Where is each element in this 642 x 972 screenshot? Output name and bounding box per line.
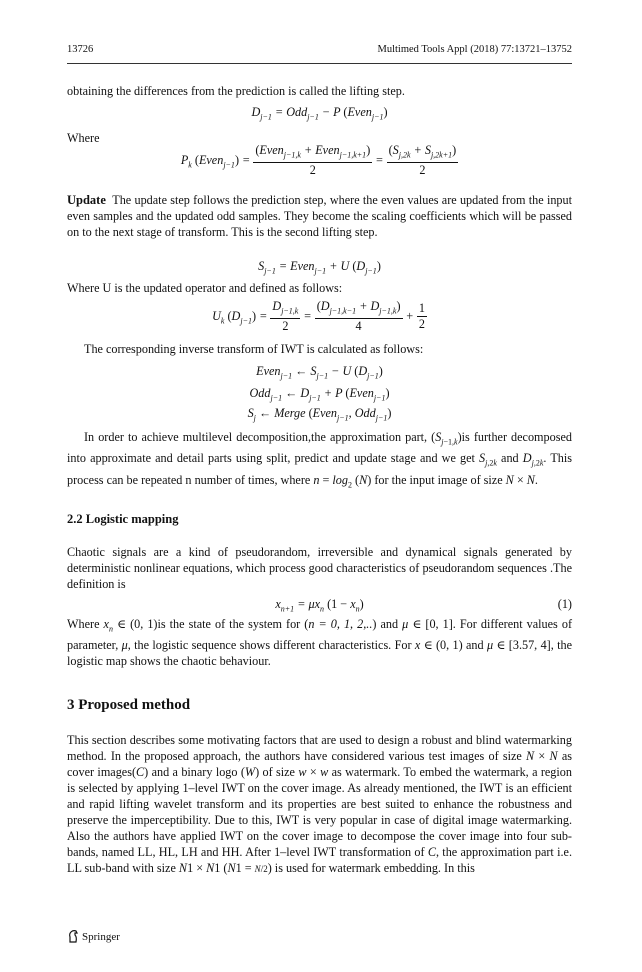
logistic-paragraph-2: Where $x_n$ ∈ (0, 1)is the state of the system for (n = 0, 1, 2,..) and μ ∈ [0, 1]. For different values of parameter, μ, the logistic sequence shows different characteristics. For x ∈ (0, 1) and μ ∈ [3.57, 4], the logistic map shows the chaotic behaviour. [67, 617, 573, 669]
where-u-text: Where U is the updated operator and defined as follows: [67, 281, 343, 295]
inverse-eq-3: $S_j$ ← Merge (Even$_{j-1}$, Odd$_{j-1}$) [247, 406, 392, 423]
section-3-heading: 3 Proposed method [67, 697, 191, 713]
header-rule [67, 63, 572, 64]
where-label: Where [67, 131, 100, 145]
publisher-name: Springer [82, 931, 120, 944]
update-paragraph [67, 192, 572, 240]
update-text: The update step follows the prediction step, where the even values are updated from the input even samples and the updated odd samples. They become the scaling coefficients which will be passed on to the next stage of transform. This is the second lifting step. [67, 193, 572, 239]
equation-u: $U_k$ $(D_{j-1})$ = $\frac{D_{j-1,k}}{2}$ = $\frac{(D_{j-1,k-1} + D_{j-1,k})}{4}$ + $\frac{1}{2}$ [212, 299, 425, 334]
inverse-intro: The corresponding inverse transform of IWT is calculated as follows: [84, 342, 424, 356]
journal-reference: Multimed Tools Appl (2018) 77:13721–13752 [377, 44, 572, 55]
lifting-step-text: obtaining the differences from the prediction is called the lifting step. [67, 84, 405, 98]
page-footer [67, 929, 120, 946]
proposed-method-paragraph: This section describes some motivating factors that are used to design a robust and blind watermarking method. In the proposed approach, the authors have considered various test images of size N × N as cover images(C) and a binary logo (W) of size w × w as watermark. To embed the watermark, a region is selected by applying 1–level IWT on the cover image. As already mentioned, the IWT is an efficient and rapid lifting wavelet transform and its properties are best suited to enhance the robustness and preserve the imperceptibility. Due to this, IWT is very popular in case of digital image watermarking. Also the authors have applied IWT on the cover image to decompose the cover image into four sub-bands, named LL, HL, LH and HH. After 1–level IWT transformation of C, the approximation part i.e. LL sub-band with size N1 × N1 (N1 = N/2) is used for watermark embedding. In this [67, 733, 573, 875]
inverse-eq-1: Even$_{j-1}$ ← $S_{j-1} - U$ $(D_{j-1})$ [256, 364, 383, 381]
section-2-2-heading: 2.2 Logistic mapping [67, 512, 179, 526]
equation-logistic: $x_{n+1} = \mu x_n$ $(1 - x_n)$ (1) [275, 597, 572, 614]
multilevel-paragraph: In order to achieve multilevel decomposition,the approximation part, $(S_{j-1,k})is$ further decomposed into approximate and detail parts using split, predict and update stage and we get $S_{j,2k}$ and $D_{j,2k}$. This process can be repeated n number of times, where $n = \log_2 (N)$ for the input image of size N × N. [67, 430, 572, 490]
equation-s: $S_{j-1}$ = Even$_{j-1}$ + U $(D_{j-1})$ [258, 259, 381, 276]
equation-p: $P_k$ (Even$_{j-1}$) = $\frac{(Even_{j-1,k} + Even_{j-1,k+1})}{2}$ = $\frac{(S_{j,2k} + S_{j,2k+1})}{2}$ [180, 143, 457, 178]
running-header [67, 44, 572, 62]
equation-d: $D_{j-1} = Odd_{j-1} - P$ (Even$_{j-1}$) [251, 105, 388, 122]
equation-number: (1) [557, 597, 572, 611]
springer-horse-icon [67, 929, 79, 946]
page-number: 13726 [67, 44, 94, 55]
logistic-paragraph: Chaotic signals are a kind of pseudorandom, irreversible and dynamical signals generated by deterministic nonlinear equations, which process good characteristics of pseudorandom sequences .The definition is [67, 545, 572, 591]
update-heading: Update [67, 193, 106, 207]
inverse-eq-2: Odd$_{j-1}$ ← $D_{j-1} + P$ (Even$_{j-1}$) [249, 386, 390, 403]
